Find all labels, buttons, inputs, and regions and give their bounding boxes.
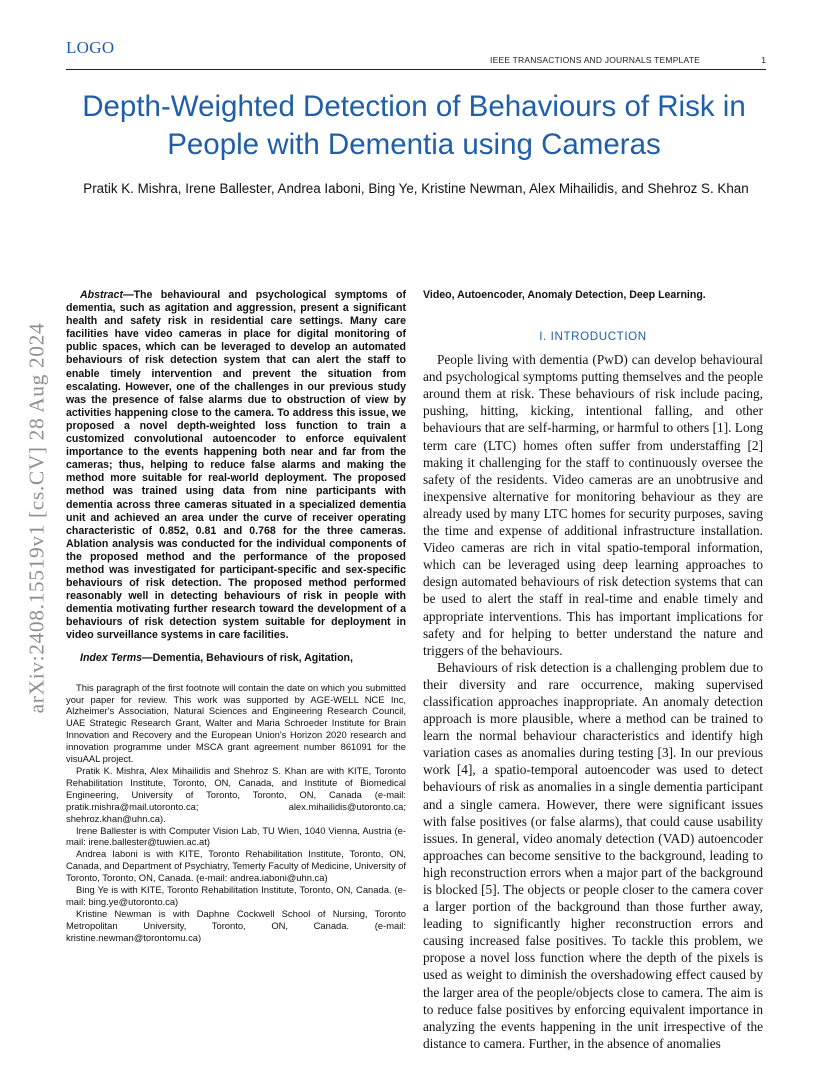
paper-title: Depth-Weighted Detection of Behaviours of Risk in People with Dementia using Cameras	[82, 90, 746, 161]
index-terms-continued: Video, Autoencoder, Anomaly Detection, Deep Learning.	[423, 289, 706, 301]
footnote: Bing Ye is with KITE, Toronto Rehabilitation Institute, Toronto, ON, Canada. (e-mail: bing.ye@utoronto.ca)	[66, 884, 406, 907]
arxiv-identifier-text: arXiv:2408.15519v1 [cs.CV] 28 Aug 2024	[24, 322, 49, 714]
journal-logo: LOGO	[66, 38, 115, 57]
index-terms-label: Index Terms—	[80, 651, 153, 664]
section-heading-introduction: I. INTRODUCTION	[539, 330, 647, 344]
body-paragraph: Behaviours of risk detection is a challenging problem due to their diversity and rare occurrence, making supervised classification approaches inappropriate. An anomaly detection approach is more plausible, where a method can be trained to learn the normal behaviour characteristics and identify high variation cases as anomalies during testing [3]. In our previous work [4], a spatio-temporal autoencoder was used to detect behaviours of risk as anomalies in a single dementia participant and a single camera. However, there were significant issues with false positives (or false alarms), that could cause usability issues. In general, video anomaly detection (VAD) autoencoder approaches can become sensitive to the background, leading to high reconstruction errors when a major part of the background is blocked [5]. The objects or people closer to the camera cover a larger portion of the background than those further away, leading to significantly higher reconstruction errors and causing increased false positives. To tackle this problem, we propose a novel loss function where the depth of the pixels is used as weight to diminish the overshadowing effect caused by the larger area of the people/objects close to camera. The aim is to reduce false positives by enforcing equivalent importance in analyzing the events happening in the unit irrespective of the distance to camera. Further, in the absence of anomalies	[423, 659, 763, 1051]
abstract-label: Abstract—	[80, 289, 134, 301]
page-number: 1	[761, 55, 766, 65]
author-list: Pratik K. Mishra, Irene Ballester, Andrea Iaboni, Bing Ye, Kristine Newman, Alex Mihailidis, and Shehroz S. Khan	[83, 181, 749, 196]
running-head	[66, 55, 766, 69]
journal-name: IEEE TRANSACTIONS AND JOURNALS TEMPLATE	[490, 55, 700, 65]
footnote: Irene Ballester is with Computer Vision Lab, TU Wien, 1040 Vienna, Austria (e-mail: irene.ballester@tuwien.ac.at)	[66, 824, 406, 848]
left-column	[66, 289, 406, 944]
footnote: This paragraph of the first footnote will contain the date on which you submitted your paper for review. This work was supported by AGE-WELL NCE Inc, Alzheimer's Association, Natural Sciences and Engineering Research Council, UAE Strategic Research Grant, Walter and Maria Schroeder Institute for Brain Innovation and Recovery and the European Union's Horizon 2020 research and innovation programme under MSCA grant agreement number 861091 for the visuAAL project.	[66, 681, 406, 765]
right-column	[423, 289, 763, 1052]
body-paragraph: People living with dementia (PwD) can develop behavioural and psychological symptoms putting themselves and the people around them at risk. These behaviours of risk include pacing, pushing, hitting, kicking, intentional falling, and other behaviours that are self-harming, or harmful to others [1]. Long term care (LTC) homes often suffer from understaffing [2] making it challenging for the staff to continuously oversee the safety of the residents. Video cameras are an unobtrusive and inexpensive alternative for monitoring behaviour as they are already used by many LTC homes for security purposes, saving the time and expense of additional infrastructure installation. Video cameras are rich in vital spatio-temporal information, which can be leveraged using deep learning approaches to design automated behaviours of risk detection systems that can be used to alert the staff in real-time and enable timely and appropriate interventions. This has important implications for safety and for helping to better understand the nature and triggers of the behaviours.	[423, 352, 763, 658]
introduction-body	[423, 351, 763, 1052]
index-terms	[66, 652, 406, 665]
index-terms-text: Dementia, Behaviours of risk, Agitation,	[152, 651, 353, 664]
header-rule	[66, 69, 766, 70]
footnote: Andrea Iaboni is with KITE, Toronto Rehabilitation Institute, Toronto, ON, Canada, and Department of Psychiatry, Temerty Faculty of Medicine, University of Toronto, Toronto, ON, Canada. (e-mail: andrea.iaboni@uhn.ca)	[66, 848, 406, 884]
abstract	[66, 289, 406, 643]
abstract-text: The behavioural and psychological symptoms of dementia, such as agitation and aggression, present a significant health and safety risk in residential care settings. Many care facilities have video cameras in place for digital monitoring of public spaces, which can be leveraged to develop an automated behaviours of risk detection system that can alert the staff to enable timely intervention and prevent the situation from escalating. However, one of the challenges in our previous study was the presence of false alarms due to obstruction of view by activities happening close to the camera. To address this issue, we proposed a novel depth-weighted loss function to train a customized convolutional autoencoder to enforce equivalent importance to the events happening both near and far from the cameras; thus, helping to reduce false alarms and making the method more suitable for real-world deployment. The proposed method was trained using data from nine participants with dementia across three cameras situated in a specialized dementia unit and achieved an area under the curve of receiver operating characteristic of 0.852, 0.81 and 0.768 for the three cameras. Ablation analysis was conducted for the individual components of the proposed method and the performance of the proposed method was investigated for participant-specific and sex-specific behaviours of risk detection. The proposed method performed reasonably well in detecting behaviours of risk in people with dementia motivating further research toward the development of a behaviours of risk detection system suitable for deployment in video surveillance systems in care facilities.	[66, 289, 406, 642]
footnote: Pratik K. Mishra, Alex Mihailidis and Shehroz S. Khan are with KITE, Toronto Rehabilitation Institute, Toronto, ON, Canada, and Institute of Biomedical Engineering, University of Toronto, Toronto, ON, Canada (e-mail: pratik.mishra@mail.utoronto.ca; alex.mihailidis@utoronto.ca; shehroz.khan@uhn.ca).	[66, 764, 406, 824]
footnote: Kristine Newman is with Daphne Cockwell School of Nursing, Toronto Metropolitan University, Toronto, ON, Canada. (e-mail: kristine.newman@torontomu.ca)	[66, 907, 406, 943]
footnotes	[66, 682, 406, 944]
